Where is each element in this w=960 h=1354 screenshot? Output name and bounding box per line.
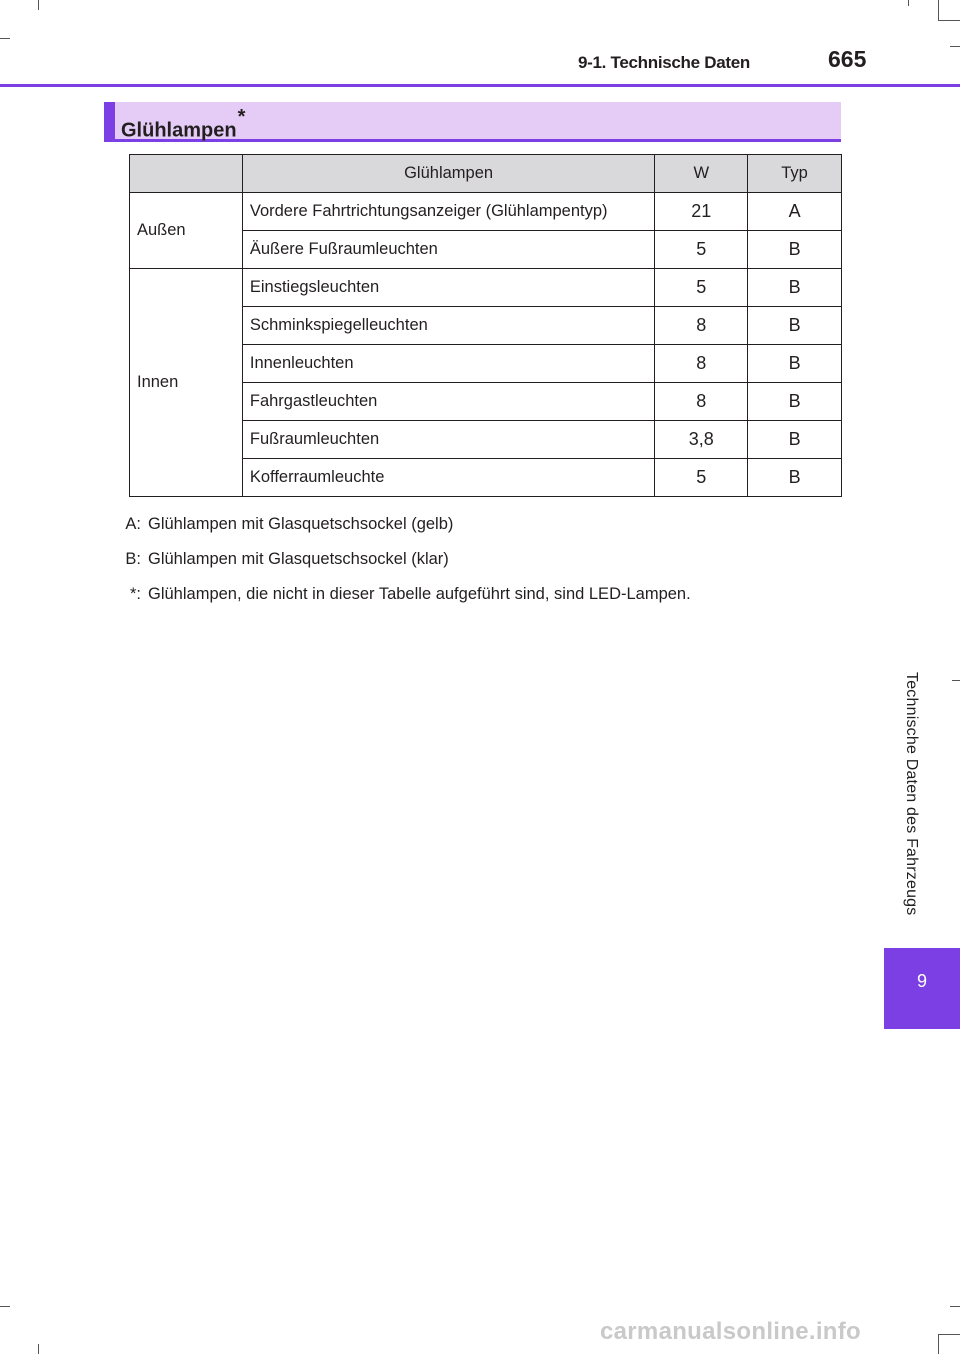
table-row	[130, 269, 842, 307]
note-key: *:	[129, 585, 141, 603]
chapter-tab-number: 9	[916, 971, 927, 991]
footnote	[121, 585, 691, 604]
crop-mark	[0, 38, 10, 39]
section-accent	[104, 102, 115, 142]
crop-mark	[38, 1344, 39, 1354]
chapter-side-label: Technische Daten des Fahrzeugs	[903, 672, 920, 916]
note-key: A:	[125, 515, 141, 533]
bulb-name: Fußraumleuchten	[242, 421, 654, 459]
bulb-watt: 5	[655, 269, 748, 307]
bulb-type: B	[748, 383, 842, 421]
table-header-type: Typ	[748, 155, 842, 193]
bulb-table	[129, 154, 842, 497]
crop-mark	[950, 1306, 960, 1307]
bulb-type: A	[748, 193, 842, 231]
page-number: 665	[828, 46, 867, 72]
watermark: carmanualsonline.info	[600, 1318, 862, 1345]
bulb-type: B	[748, 459, 842, 497]
crop-mark	[938, 1334, 960, 1335]
bulb-type: B	[748, 421, 842, 459]
table-header-row	[130, 155, 842, 193]
bulb-watt: 5	[655, 459, 748, 497]
chapter-tab	[884, 948, 960, 1029]
bulb-watt: 21	[655, 193, 748, 231]
note-text: Glühlampen mit Glasquetschsockel (gelb)	[148, 515, 454, 533]
table-row	[130, 193, 842, 231]
bulb-name: Kofferraumleuchte	[242, 459, 654, 497]
group-label-exterior: Außen	[130, 193, 243, 269]
note-text: Glühlampen, die nicht in dieser Tabelle aufgeführt sind, sind LED-Lampen.	[148, 585, 691, 603]
bulb-watt: 8	[655, 345, 748, 383]
header-rule	[0, 84, 960, 87]
bulb-name: Vordere Fahrtrichtungsanzeiger (Glühlampentyp)	[242, 193, 654, 231]
bulb-name: Innenleuchten	[242, 345, 654, 383]
legend-note-a	[121, 515, 453, 534]
crop-mark	[0, 1306, 10, 1307]
bulb-watt: 8	[655, 307, 748, 345]
bulb-name: Äußere Fußraumleuchten	[242, 231, 654, 269]
bulb-type: B	[748, 345, 842, 383]
bulb-watt: 5	[655, 231, 748, 269]
table-header-empty	[130, 155, 243, 193]
crop-mark	[938, 1334, 939, 1354]
bulb-name: Schminkspiegelleuchten	[242, 307, 654, 345]
section-title	[121, 106, 246, 143]
bulb-type: B	[748, 307, 842, 345]
crop-mark	[952, 680, 960, 681]
bulb-type: B	[748, 231, 842, 269]
bulb-type: B	[748, 269, 842, 307]
legend-note-b	[121, 550, 449, 569]
chapter-title: 9-1. Technische Daten	[578, 53, 750, 72]
section-title-text: Glühlampen	[121, 119, 237, 142]
footnote-marker: *	[237, 106, 246, 128]
crop-mark	[938, 20, 960, 21]
crop-mark	[938, 0, 939, 20]
table-header-bulbs: Glühlampen	[242, 155, 654, 193]
crop-mark	[950, 46, 960, 47]
crop-mark	[38, 0, 39, 10]
table-header-watt: W	[655, 155, 748, 193]
note-text: Glühlampen mit Glasquetschsockel (klar)	[148, 550, 449, 568]
bulb-name: Einstiegsleuchten	[242, 269, 654, 307]
crop-mark	[908, 0, 909, 6]
bulb-name: Fahrgastleuchten	[242, 383, 654, 421]
group-label-interior: Innen	[130, 269, 243, 497]
bulb-watt: 3,8	[655, 421, 748, 459]
bulb-watt: 8	[655, 383, 748, 421]
note-key: B:	[125, 550, 141, 568]
